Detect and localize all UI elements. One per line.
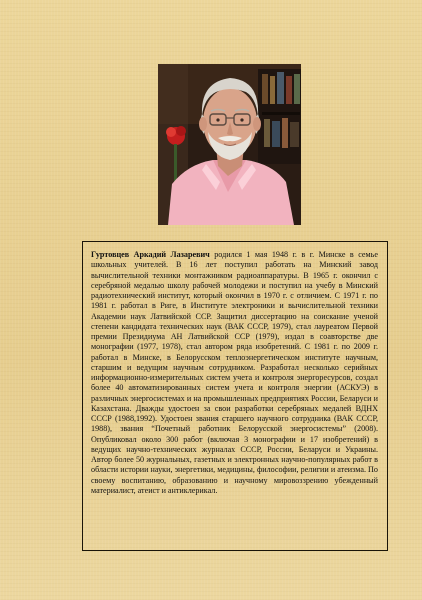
portrait-photo [158, 64, 301, 225]
biography-box [82, 241, 388, 551]
author-portrait [158, 64, 301, 225]
biography-text [91, 250, 378, 496]
biography-body: родился 1 мая 1948 г. в г. Минске в семье школьных учителей. В 16 лет поступил работать на Минский завод вычислительной техники монтажником радиоаппаратуры. В 1965 г. окончил с серебряной медалью школу рабочей молодежи и поступил на учебу в Минский радиотехнический институт, который окончил в 1970 г. с отличием. С 1971 г. по 1981 г. работал в Риге, в Институте электроники и вычислительной техники Академии наук Латвийской ССР. Защитил диссертацию на соискание ученой степени кандидата технических наук (ВАК СССР, 1979), стал лауреатом Первой премии Президиума АН Латвийской ССР (1979), издал в соавторстве две монографии (1977, 1978), стал автором ряда изобретений. С 1981 г. по 2009 г. работал в Минске, в Белорусском теплоэнергетическом институте научным, старшим и ведущим научным сотрудником. Разработал несколько серийных информационно-измерительных систем учета и контроля энергоресурсов, создал более 40 автоматизированных систем учета и контроля энергии (АСКУЭ) в различных энергосистемах и на промышленных предприятиях России, Беларуси и Казахстана. Дважды удостоен за свои разработки серебряных медалей ВДНХ СССР (1988,1992). Удостоен звания старшего научного сотрудника (ВАК СССР, 1988), звания “Почетный работник Белорусской энергосистемы” (2008). Опубликовал около 300 работ (включая 3 монографии и 17 изобретений) в ведущих научно-технических журналах СССР, России, Беларуси и Украины. Автор более 50 журнальных, газетных и электронных научно-популярных работ в области истории науки, энергетики, медицины, философии, религии и атеизма. По своему воспитанию, образованию и научному мировоззрению убежденный материалист, атеист и антиклерикал. [91, 250, 378, 495]
author-name: Гуртовцев Аркадий Лазаревич [91, 250, 210, 259]
